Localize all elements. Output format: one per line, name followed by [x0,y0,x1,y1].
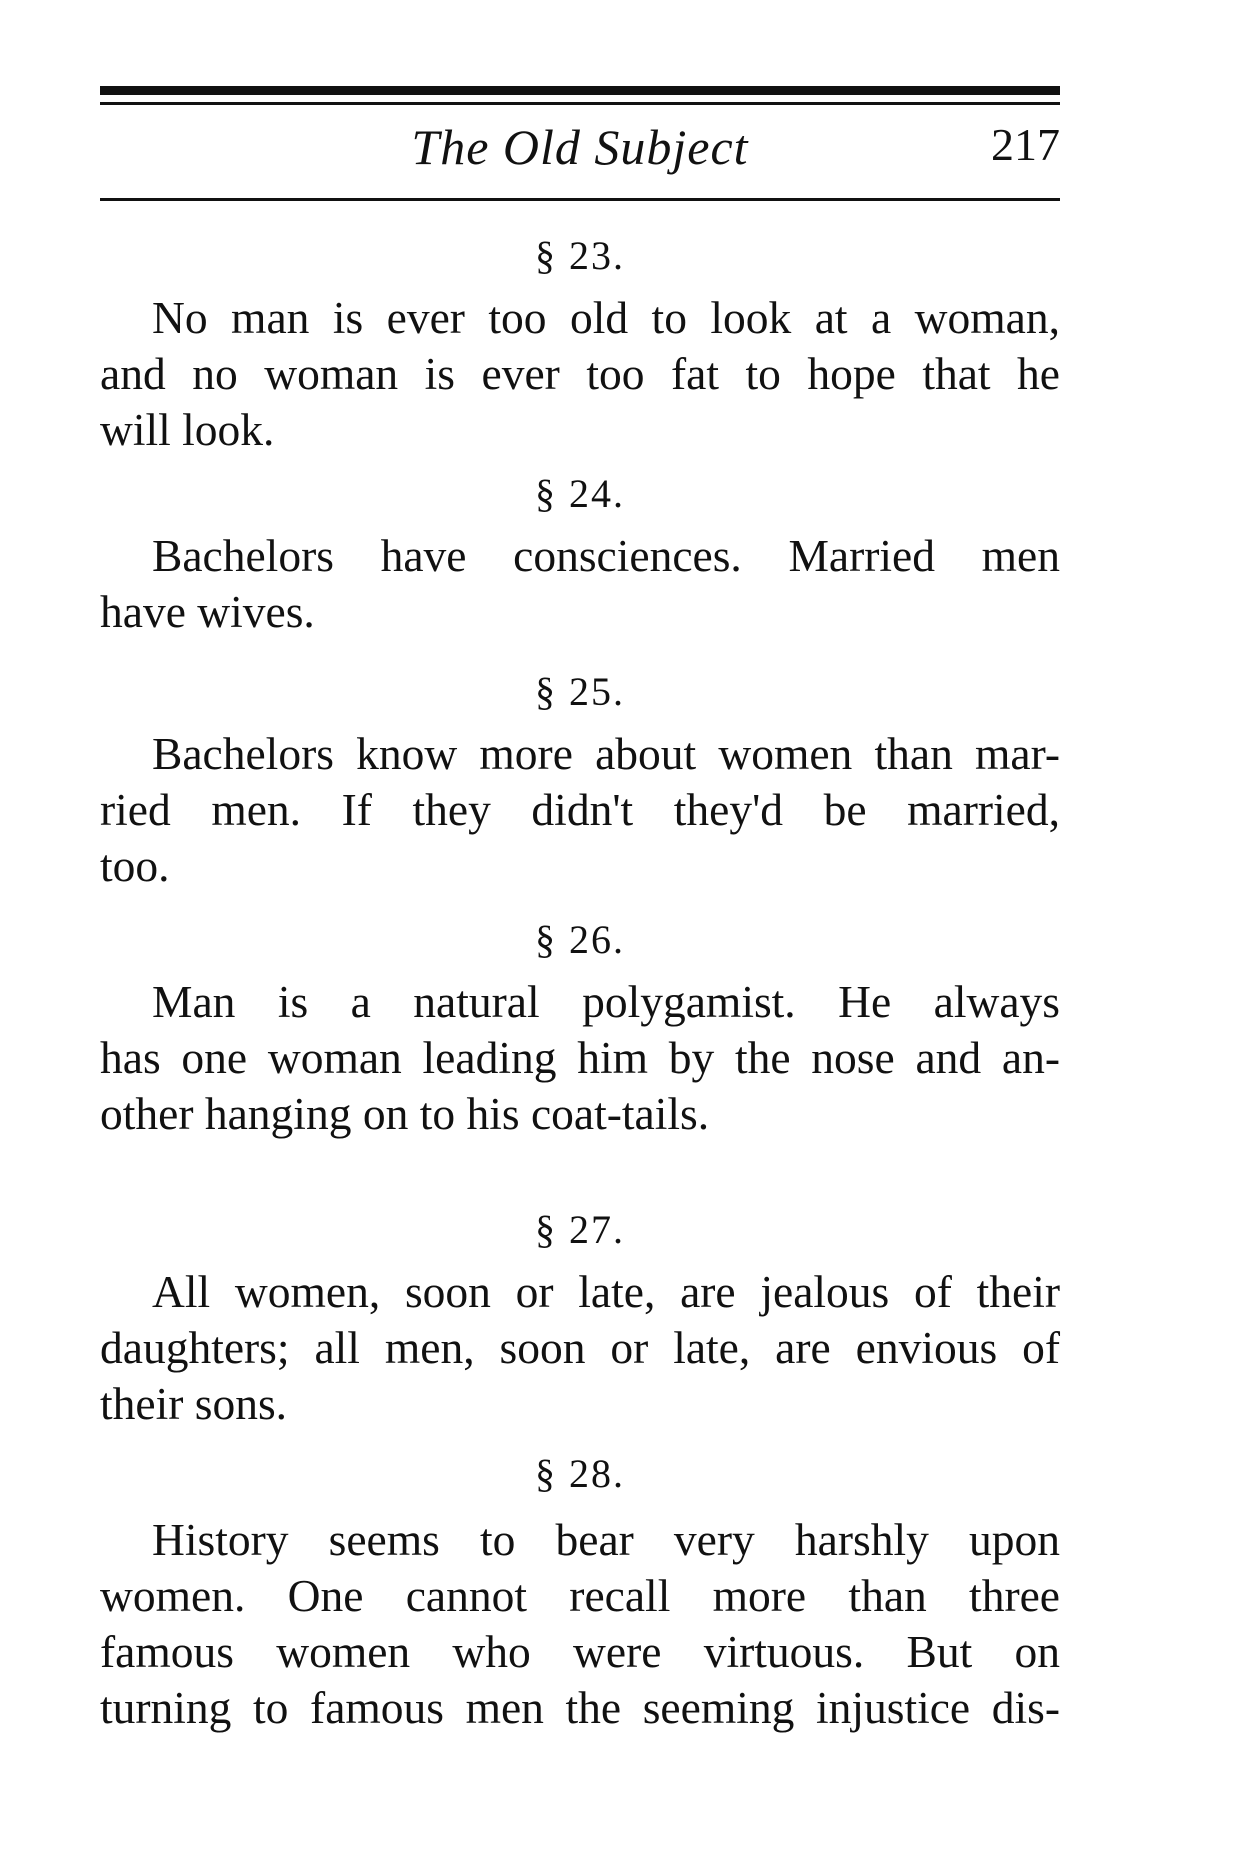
header-rule-bottom [100,198,1060,201]
section-mark-23: § 23. [535,233,625,278]
text-line: No man is ever too old to look at a woman, [152,292,1060,343]
running-head [100,118,1060,188]
text-line: have wives. [100,586,315,637]
section-mark-25: § 25. [535,669,625,714]
text-line: their sons. [100,1378,288,1429]
header-rule-thin [100,102,1060,105]
text-line: too. [100,840,170,891]
text-line: other hanging on to his coat-tails. [100,1088,710,1139]
running-title: The Old Subject [411,119,749,175]
aphorism-25 [100,726,1060,894]
text-line: All women, soon or late, are jealous of their [152,1266,1060,1317]
aphorism-24 [100,528,1060,640]
section-mark-24: § 24. [535,471,625,516]
aphorism-26 [100,974,1060,1142]
aphorism-28 [100,1512,1060,1736]
section-mark-28: § 28. [535,1451,625,1496]
aphorism-27 [100,1264,1060,1432]
text-line: History seems to bear very harshly upon [152,1514,1060,1565]
text-line: Man is a natural polygamist. He always [152,976,1060,1027]
header-rule-thick [100,86,1060,95]
text-line: has one woman leading him by the nose and an- [100,1032,1060,1083]
text-line: and no woman is ever too fat to hope that he [100,348,1060,399]
text-line: daughters; all men, soon or late, are envious of [100,1322,1060,1373]
text-line: Bachelors have consciences. Married men [152,530,1060,581]
aphorism-23 [100,290,1060,458]
text-line: will look. [100,404,275,455]
text-line: ried men. If they didn't they'd be married, [100,784,1060,835]
text-line: women. One cannot recall more than three [100,1570,1060,1621]
text-line: turning to famous men the seeming injustice dis- [100,1682,1060,1733]
text-line: famous women who were virtuous. But on [100,1626,1060,1677]
text-line: Bachelors know more about women than mar- [152,728,1060,779]
section-mark-26: § 26. [535,917,625,962]
page-number: 217 [991,119,1060,170]
section-mark-27: § 27. [535,1207,625,1252]
